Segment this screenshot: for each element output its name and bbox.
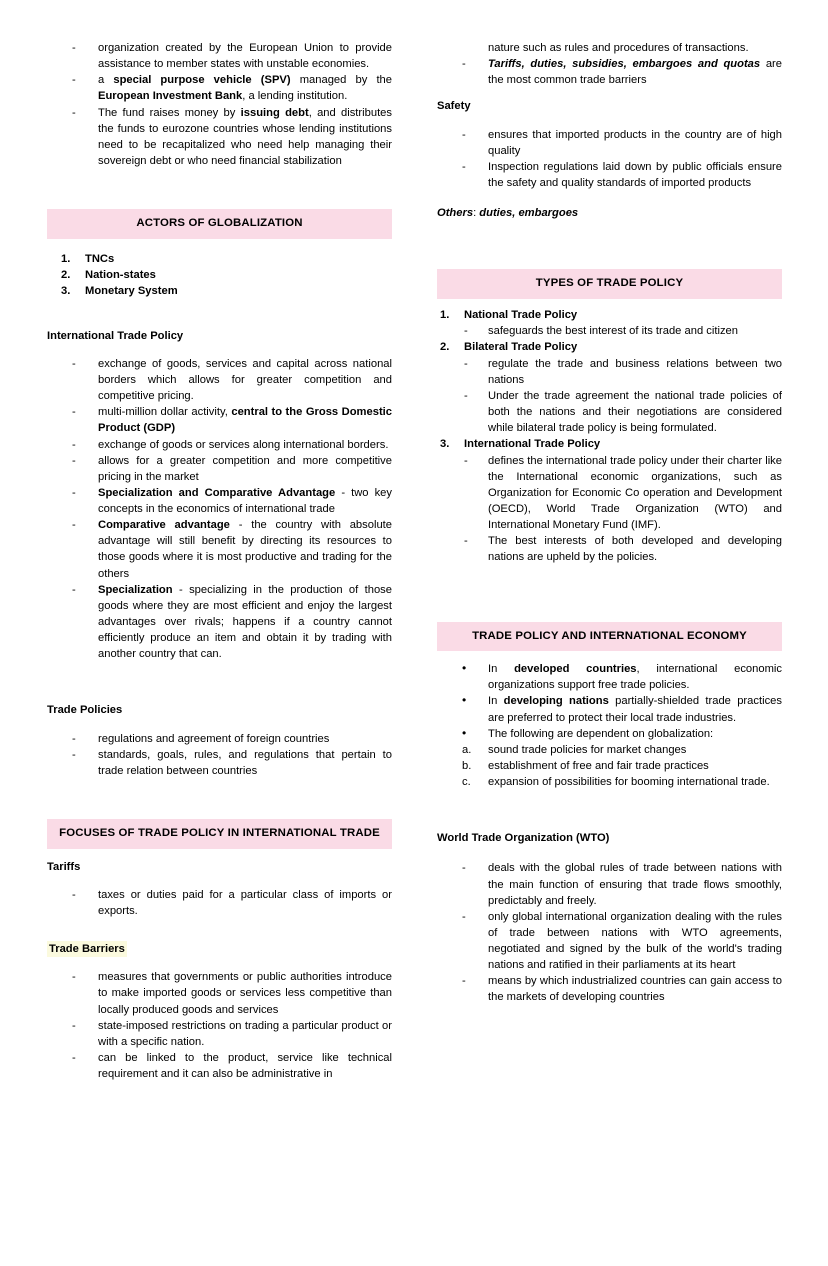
list-item-text: expansion of possibilities for booming international trade. xyxy=(488,776,770,789)
list-item: - Under the trade agreement the national trade policies of both the nations and their negotiations are considered while bilateral trade policy is being formulated. xyxy=(464,388,782,436)
list-item: - deals with the global rules of trade between nations with the main function of ensuring that trade flows smoothly, predictably and freely. xyxy=(437,860,782,908)
list-item: - multi-million dollar activity, central to the Gross Domestic Product (GDP) xyxy=(47,404,392,436)
list-marker: b. xyxy=(462,759,472,772)
banner-types-of-trade-policy: TYPES OF TRADE POLICY xyxy=(437,269,782,299)
actors-list xyxy=(47,251,392,300)
types-of-trade-policy-list xyxy=(437,307,782,566)
list-item-label: National Trade Policy xyxy=(464,308,578,321)
list-item xyxy=(437,661,782,693)
list-item: - taxes or duties paid for a particular class of imports or exports. xyxy=(47,887,392,919)
list-marker: 2. xyxy=(61,269,71,282)
trade-policies-bullet-list xyxy=(47,731,392,779)
banner-actors-of-globalization: ACTORS OF GLOBALIZATION xyxy=(47,209,392,239)
sub-bullet-list xyxy=(464,453,782,566)
list-item: - exchange of goods, services and capital across national borders which allows for greater competition and competitive pricing. xyxy=(47,356,392,404)
others-label: Others xyxy=(437,207,474,220)
list-item-text: establishment of free and fair trade practices xyxy=(488,759,709,772)
list-item: • The following are dependent on globalization: xyxy=(437,726,782,742)
safety-bullet-list xyxy=(437,127,782,192)
international-trade-policy-bullet-list xyxy=(47,356,392,662)
list-item: - safeguards the best interest of its trade and citizen xyxy=(464,323,782,339)
list-item: - organization created by the European Union to provide assistance to member states with unstable economies. xyxy=(47,40,392,72)
tariffs-bullet-list xyxy=(47,887,392,919)
heading-world-trade-organization: World Trade Organization (WTO) xyxy=(437,832,610,845)
list-item: - regulations and agreement of foreign countries xyxy=(47,731,392,747)
sub-bullet-list xyxy=(464,356,782,437)
list-item-continuation: nature such as rules and procedures of transactions. xyxy=(488,42,749,54)
heading-trade-policies: Trade Policies xyxy=(47,704,123,717)
list-marker: c. xyxy=(462,776,471,789)
eu-fund-bullet-list xyxy=(47,40,392,169)
trade-barriers-continuation-list xyxy=(437,40,782,88)
list-item: - exchange of goods or services along international borders. xyxy=(47,437,392,453)
list-item: - can be linked to the product, service like technical requirement and it can also be administrative in xyxy=(47,1050,392,1082)
list-item: - state-imposed restrictions on trading a particular product or with a specific nation. xyxy=(47,1018,392,1050)
list-item xyxy=(437,774,782,790)
list-item: - ensures that imported products in the country are of high quality xyxy=(437,127,782,159)
list-item: - only global international organization dealing with the rules of trade between nations with WTO agreements, negotiated and signed by the bulk of the world's trading nations and ratified in their parliaments at its heart xyxy=(437,909,782,974)
list-item-label: Monetary System xyxy=(85,285,178,298)
heading-tariffs: Tariffs xyxy=(47,860,81,873)
list-item xyxy=(437,693,782,725)
sub-bullet-list xyxy=(464,323,782,339)
heading-trade-barriers: Trade Barriers xyxy=(47,941,127,957)
list-item: - Inspection regulations laid down by public officials ensure the safety and quality standards of imported products xyxy=(437,159,782,191)
list-item: - Specialization - specializing in the production of those goods where they are most efficient and enjoy the largest advantages over rivals; happens if a country cannot efficiently produce an item and obtain it by trading with another country that can. xyxy=(47,582,392,663)
list-item: - allows for a greater competition and more competitive pricing in the market xyxy=(47,453,392,485)
list-item: - The fund raises money by issuing debt, and distributes the funds to eurozone countries whose lending institutions need to be recapitalized who need help managing their sovereign debt or who need financial stabilization xyxy=(47,105,392,170)
list-item xyxy=(47,251,392,267)
bullet-prefix: In xyxy=(488,663,515,676)
list-item-label: Bilateral Trade Policy xyxy=(464,341,578,354)
list-item: - Specialization and Comparative Advantage - two key concepts in the economics of international trade xyxy=(47,485,392,517)
list-item xyxy=(437,758,782,774)
left-column xyxy=(47,40,392,1266)
list-item xyxy=(437,436,782,565)
list-item xyxy=(47,267,392,283)
trade-barriers-bullet-list xyxy=(47,969,392,1082)
heading-safety: Safety xyxy=(437,100,471,113)
list-item-label: International Trade Policy xyxy=(464,438,601,451)
bullet-bold: developed countries xyxy=(514,663,637,676)
list-item-label: Nation-states xyxy=(85,269,156,282)
list-item: - defines the international trade policy under their charter like the International economic organizations, such as Organization for Economic Co operation and Development (OECD), World Trade Organization (WTO) and International Monetary Fund (IMF). xyxy=(464,453,782,534)
list-item-text: sound trade policies for market changes xyxy=(488,743,687,756)
list-item xyxy=(437,339,782,436)
bullet-suffix: partially-shielded trade practices are preferred to protect their local trade industries. xyxy=(488,695,782,724)
heading-international-trade-policy: International Trade Policy xyxy=(47,329,184,342)
list-item: - regulate the trade and business relations between two nations xyxy=(464,356,782,388)
bullet-suffix: , international economic organizations support free trade policies. xyxy=(488,663,782,692)
economy-alpha-list xyxy=(437,742,782,790)
right-column xyxy=(437,40,782,1266)
wto-bullet-list xyxy=(437,860,782,1005)
list-item-label: TNCs xyxy=(85,252,115,265)
list-item: - a special purpose vehicle (SPV) managed by the European Investment Bank, a lending institution. xyxy=(47,72,392,104)
list-item xyxy=(437,742,782,758)
list-item: - Comparative advantage - the country with absolute advantage will still benefit by directing its resources to those goods where it is most productive and trading for the others xyxy=(47,517,392,582)
list-item: - The best interests of both developed and developing nations are upheld by the policies. xyxy=(464,533,782,565)
others-line xyxy=(437,205,782,221)
banner-trade-policy-and-international-economy: TRADE POLICY AND INTERNATIONAL ECONOMY xyxy=(437,622,782,652)
list-item: - measures that governments or public authorities introduce to make imported goods or services less competitive than locally produced goods and services xyxy=(47,969,392,1017)
phrase-rest: are the most common trade barriers xyxy=(488,58,782,87)
list-marker: a. xyxy=(462,743,472,756)
list-item xyxy=(437,307,782,339)
list-item: - standards, goals, rules, and regulations that pertain to trade relation between countries xyxy=(47,747,392,779)
banner-focuses-of-trade-policy: FOCUSES OF TRADE POLICY IN INTERNATIONAL TRADE xyxy=(47,819,392,849)
others-value: duties, embargoes xyxy=(479,207,579,220)
list-marker: 2. xyxy=(440,341,450,354)
list-marker: 1. xyxy=(61,252,71,265)
economy-bullet-list xyxy=(437,661,782,742)
bold-italic-phrase: Tariffs, duties, subsidies, embargoes and quotas xyxy=(488,58,761,71)
list-item xyxy=(437,56,782,88)
bullet-prefix: In xyxy=(488,695,504,708)
others-separator: : xyxy=(473,207,477,220)
list-marker: 3. xyxy=(61,285,71,298)
list-item: - means by which industrialized countries can gain access to the markets of developing countries xyxy=(437,973,782,1005)
list-marker: 1. xyxy=(440,308,450,321)
list-item xyxy=(47,283,392,299)
bullet-bold: developing nations xyxy=(503,695,609,708)
list-marker: 3. xyxy=(440,438,450,451)
